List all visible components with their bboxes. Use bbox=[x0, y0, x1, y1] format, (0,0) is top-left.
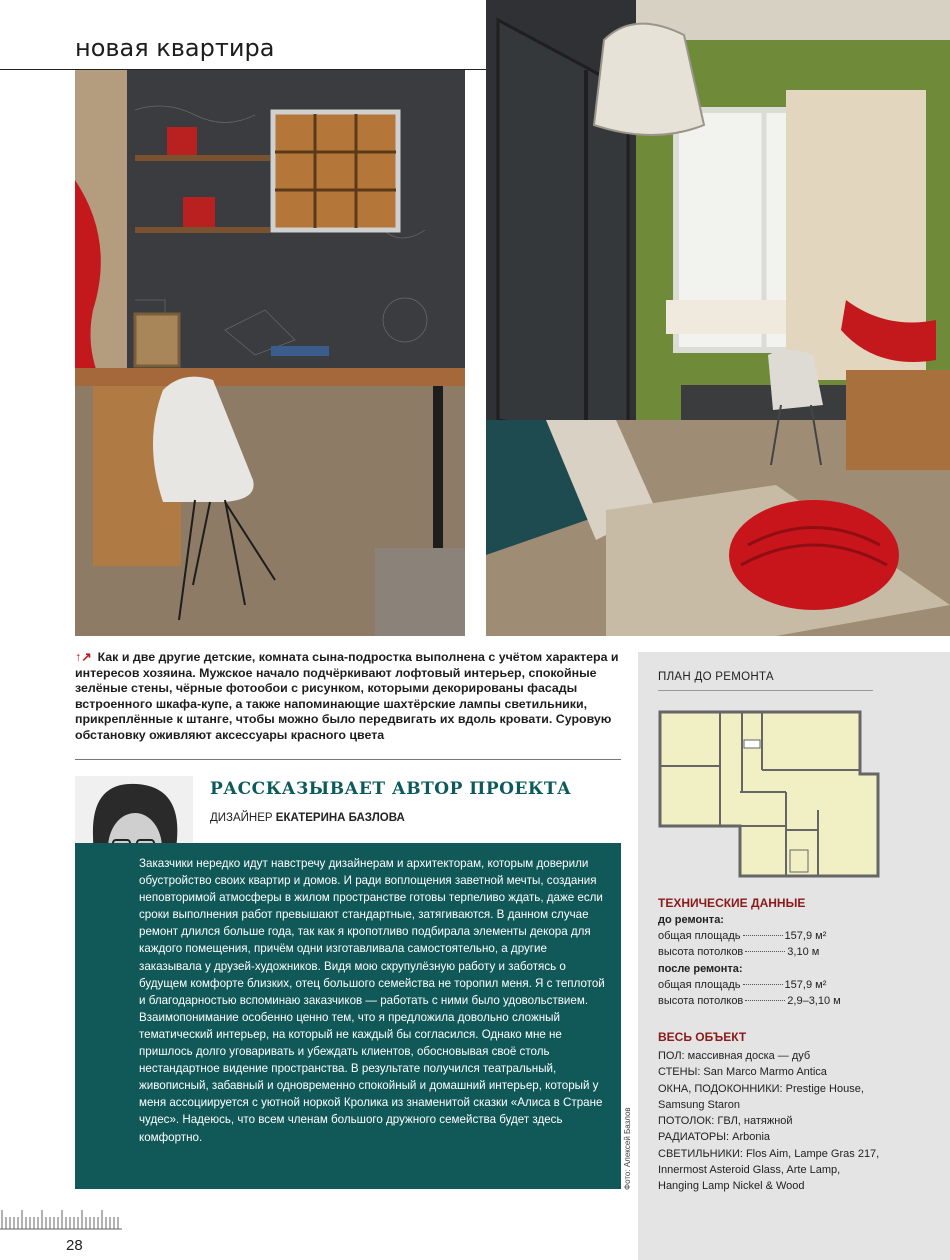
designer-quote-text: Заказчики нередко идут навстречу дизайнерам и архитекторам, которым доверили обустройство своих квартир и домов. И ради воплощения заветной мечты, создания неповторимой атмосферы в жилом пространстве готовы терпеливо ждать, даже если сроки выполнения работ превышают стандартные, затягиваются. В данном случае ремонт длился больше года, так как я кропотливо подбирала элементы декора для каждого помещения, причём одни изготавливала самостоятельно, а другие заказывала у друзей-художников. Видя мою скрупулёзную работу и заботясь о будущем комфорте близких, отец большого семейства не торопил меня. Я с теплотой и благодарностью вспоминаю заказчиков — работать с ними было удовольствием. Взаимопонимание особенно ценно тем, что я предложила довольно сложный тематический интерьер, на который не каждый бы согласился. Однако мне не пришлось долго уговаривать и убеждать клиентов, обосновывая своё столь нестандартное видение пространства. В результате получился театральный, живописный, забавный и одновременно спокойный и домашний интерьер, который у меня ассоциируется с уютной норкой Кролика из знаменитой сказки «Алиса в Стране чудес». Надеюсь, что всем членам большого дружного семейства будет здесь комфортно. bbox=[139, 857, 605, 1144]
bedroom-illustration bbox=[486, 0, 950, 636]
object-line-floor: ПОЛ: массивная доска — дуб bbox=[658, 1050, 811, 1062]
ruler-decoration bbox=[0, 1208, 122, 1230]
floor-plan bbox=[658, 710, 880, 882]
plan-title: ПЛАН ДО РЕМОНТА bbox=[658, 671, 774, 683]
designer-prefix: ДИЗАЙНЕР bbox=[210, 812, 273, 824]
desk-corner-illustration bbox=[75, 70, 465, 636]
spec-before-height: высота потолков 3,10 м bbox=[658, 946, 820, 958]
object-list bbox=[658, 1048, 884, 1195]
photo-bedroom bbox=[486, 0, 950, 636]
designer-quote-box bbox=[75, 843, 621, 1189]
designer-line bbox=[210, 812, 405, 824]
object-line-windows: ОКНА, ПОДОКОННИКИ: Prestige House, Samsung Staron bbox=[658, 1082, 864, 1111]
spec-after-area: общая площадь 157,9 м² bbox=[658, 979, 827, 991]
photo-desk-corner bbox=[75, 70, 465, 636]
tech-data-title: ТЕХНИЧЕСКИЕ ДАННЫЕ bbox=[658, 896, 806, 910]
plan-rule bbox=[658, 690, 873, 691]
after-renovation-label: после ремонта: bbox=[658, 963, 743, 975]
object-line-lighting: СВЕТИЛЬНИКИ: Flos Aim, Lampe Gras 217, Innermost Asteroid Glass, Arte Lamp, Hanging Lamp Nickel & Wood bbox=[658, 1147, 880, 1193]
caption-arrows-icon: ↑↗ bbox=[75, 650, 92, 664]
object-line-ceiling: ПОТОЛОК: ГВЛ, натяжной bbox=[658, 1115, 793, 1128]
designer-name: ЕКАТЕРИНА БАЗЛОВА bbox=[275, 812, 405, 824]
spec-after-height: высота потолков 2,9–3,10 м bbox=[658, 995, 841, 1007]
object-line-walls: СТЕНЫ: San Marco Marmo Antica bbox=[658, 1066, 827, 1079]
spec-before-area: общая площадь 157,9 м² bbox=[658, 930, 827, 942]
object-line-radiators: РАДИАТОРЫ: Arbonia bbox=[658, 1131, 771, 1144]
caption-rule bbox=[75, 759, 621, 760]
caption-text: Как и две другие детские, комната сына-подростка выполнена с учётом характера и интересов хозяина. Мужское начало подчёркивают лофтовый интерьер, спокойные зелёные стены, чёрные фотообои с рисунком, которыми декорированы фасады встроенного шкафа-купе, а также напоминающие шахтёрские лампы светильники, прикреплённые к штанге, чтобы можно было передвигать их вдоль кровати. Суровую обстановку оживляют аксессуары красного цвета bbox=[75, 650, 619, 742]
author-heading: РАССКАЗЫВАЕТ АВТОР ПРОЕКТА bbox=[210, 779, 572, 799]
section-title: новая квартира bbox=[75, 34, 275, 62]
floor-plan-drawing bbox=[658, 710, 880, 882]
object-title: ВЕСЬ ОБЪЕКТ bbox=[658, 1030, 747, 1044]
sidebar-panel bbox=[638, 652, 950, 1260]
page-number: 28 bbox=[66, 1237, 83, 1254]
ruler-ticks bbox=[0, 1208, 122, 1230]
before-renovation-label: до ремонта: bbox=[658, 914, 724, 926]
photo-caption bbox=[75, 650, 625, 744]
photo-credit: Фото: Алексей Базлов bbox=[623, 1107, 632, 1190]
